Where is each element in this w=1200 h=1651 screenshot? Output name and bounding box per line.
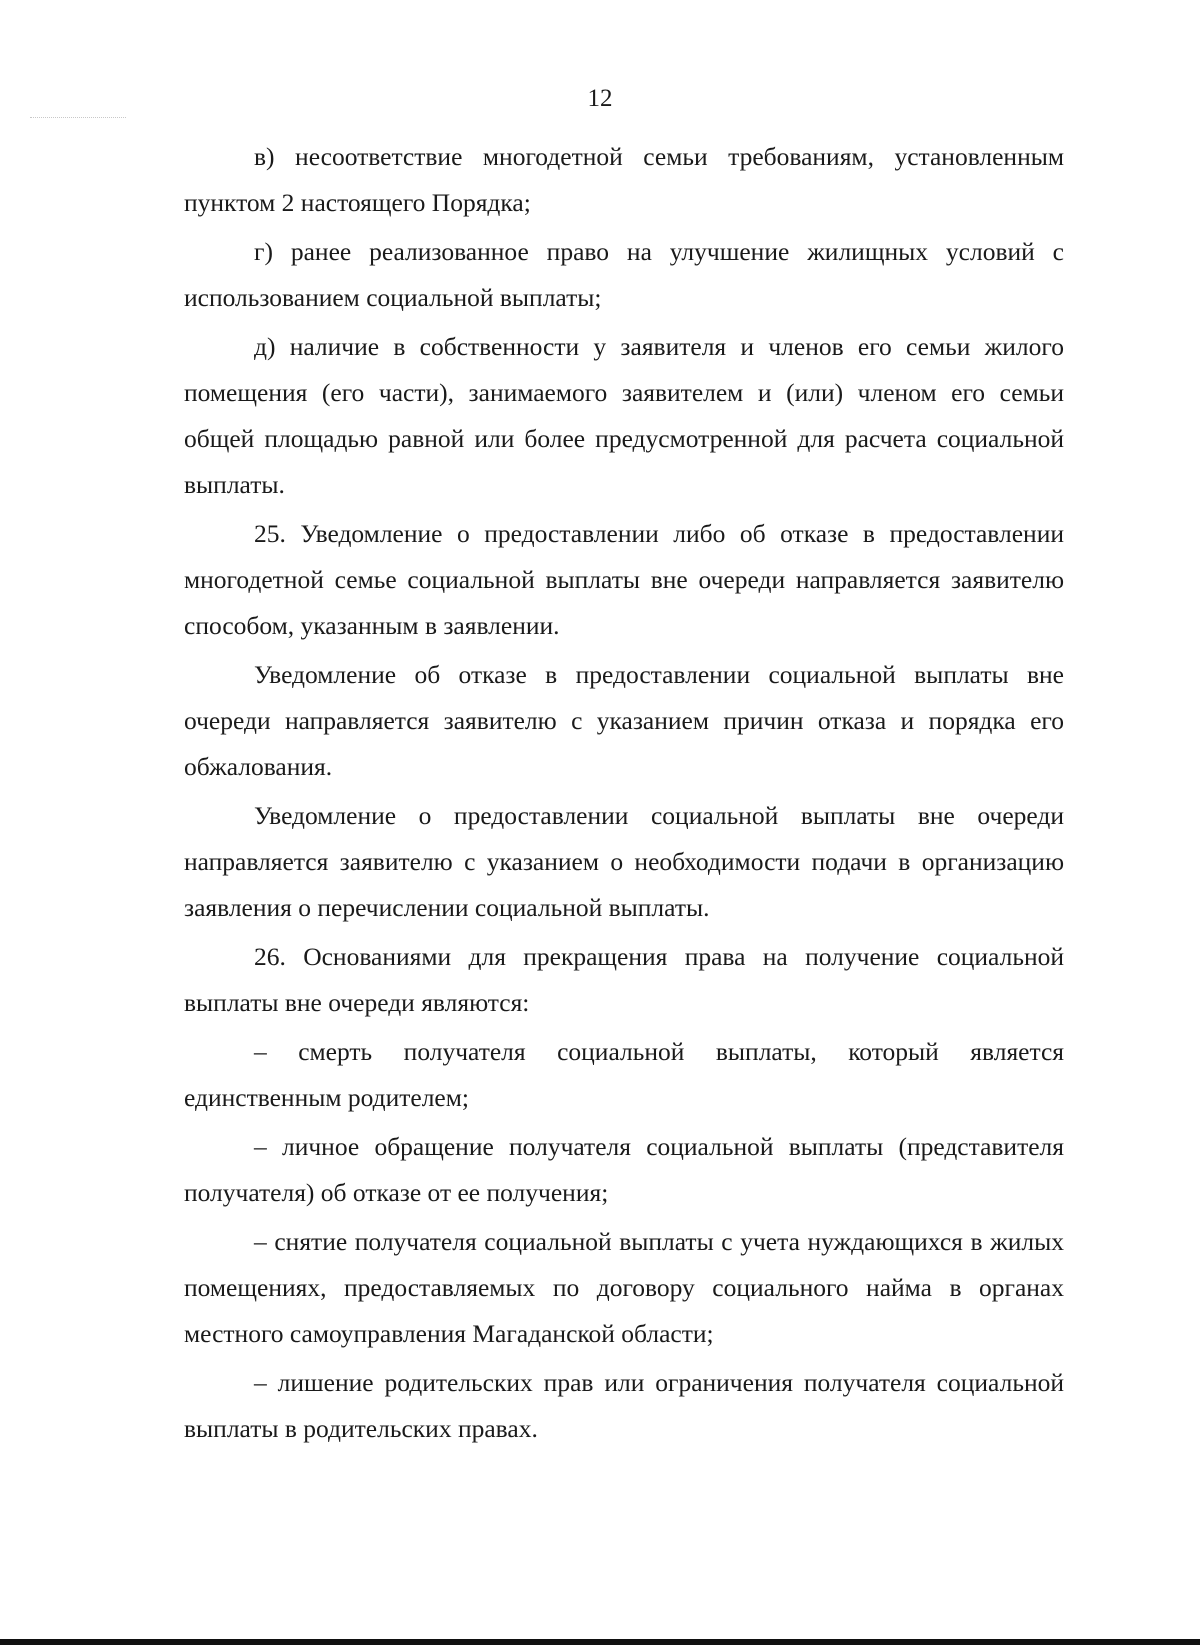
- list-item-personal-request: – личное обращение получателя социальной выплаты (представителя получателя) об отказе от ее получения;: [184, 1132, 1064, 1207]
- list-item-parental-rights: – лишение родительских прав или ограничения получателя социальной выплаты в родительских правах.: [184, 1368, 1064, 1443]
- paragraph-clause-26: 26. Основаниями для прекращения права на получение социальной выплаты вне очереди являются:: [184, 942, 1064, 1017]
- paragraph-item-v: в) несоответствие многодетной семьи требованиям, установленным пунктом 2 настоящего Порядка;: [184, 142, 1064, 217]
- list-item-deregistration: – снятие получателя социальной выплаты с учета нуждающихся в жилых помещениях, предоставляемых по договору социального найма в органах местного самоуправления Магаданской области;: [184, 1227, 1064, 1348]
- paragraph-item-d: д) наличие в собственности у заявителя и членов его семьи жилого помещения (его части), занимаемого заявителем и (или) членом его семьи общей площадью равной или более предусмотренной для расчета социальной выплаты.: [184, 332, 1064, 499]
- paragraph-refusal-notice: Уведомление об отказе в предоставлении социальной выплаты вне очереди направляется заявителю с указанием причин отказа и порядка его обжалования.: [184, 660, 1064, 781]
- scan-artifact-mark: [30, 117, 126, 118]
- bottom-scan-border: [0, 1639, 1200, 1645]
- paragraph-clause-25: 25. Уведомление о предоставлении либо об отказе в предоставлении многодетной семье социальной выплаты вне очереди направляется заявителю способом, указанным в заявлении.: [184, 519, 1064, 640]
- document-body: [184, 134, 1064, 1452]
- list-item-death: – смерть получателя социальной выплаты, который является единственным родителем;: [184, 1037, 1064, 1112]
- page-number: 12: [587, 85, 613, 112]
- paragraph-grant-notice: Уведомление о предоставлении социальной выплаты вне очереди направляется заявителю с указанием о необходимости подачи в организацию заявления о перечислении социальной выплаты.: [184, 801, 1064, 922]
- paragraph-item-g: г) ранее реализованное право на улучшение жилищных условий с использованием социальной выплаты;: [184, 237, 1064, 312]
